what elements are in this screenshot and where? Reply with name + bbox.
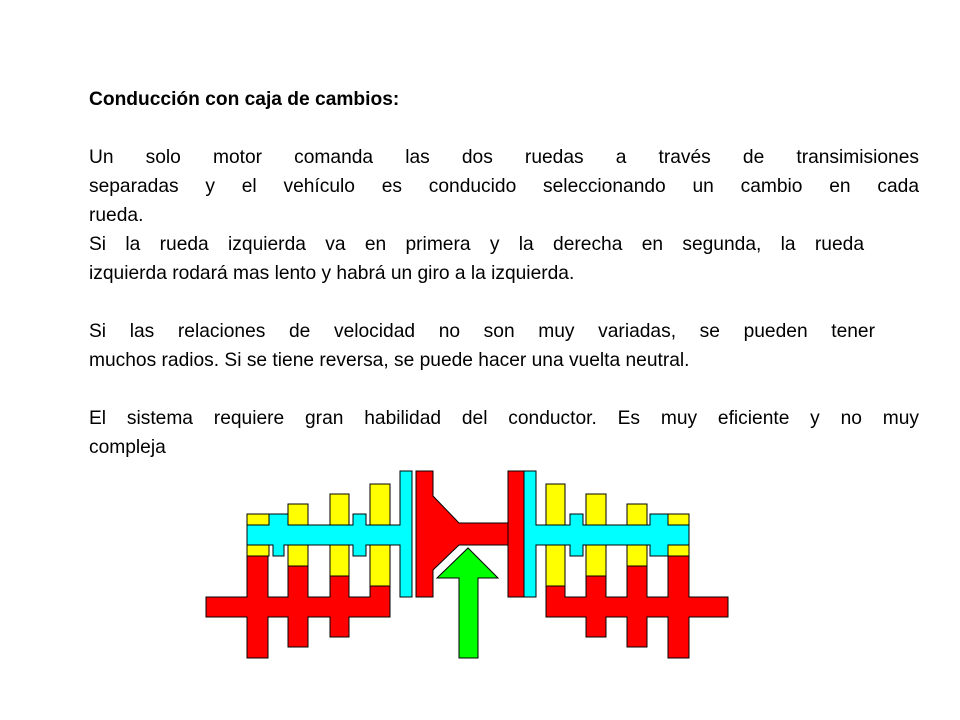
text-line: izquierda rodará mas lento y habrá un giro a la izquierda. xyxy=(89,263,575,284)
left-red-gear-train xyxy=(206,556,390,658)
right-red-shaft-with-gears xyxy=(546,556,728,658)
input-arrow-icon xyxy=(437,548,498,658)
text-line: Si las relaciones de velocidad no son muy variadas, se pueden tener xyxy=(89,321,875,342)
text-line: separadas y el vehículo es conducido seleccionando un cambio en cada xyxy=(89,176,919,197)
right-bevel-gear xyxy=(508,471,525,597)
text-line: compleja xyxy=(89,437,166,458)
text-line: rueda. xyxy=(89,205,144,226)
text-line: Un solo motor comanda las dos ruedas a través de transimisiones xyxy=(89,147,919,168)
left-red-shaft-with-gears xyxy=(206,556,390,658)
text-line: muchos radios. Si se tiene reversa, se puede hacer una vuelta neutral. xyxy=(89,350,690,371)
right-red-gear-train xyxy=(546,556,728,658)
text-line: Si la rueda izquierda va en primera y la derecha en segunda, la rueda xyxy=(89,234,864,255)
text-line: El sistema requiere gran habilidad del conductor. Es muy eficiente y no muy xyxy=(89,408,919,429)
slide-title: Conducción con caja de cambios: xyxy=(89,89,400,110)
